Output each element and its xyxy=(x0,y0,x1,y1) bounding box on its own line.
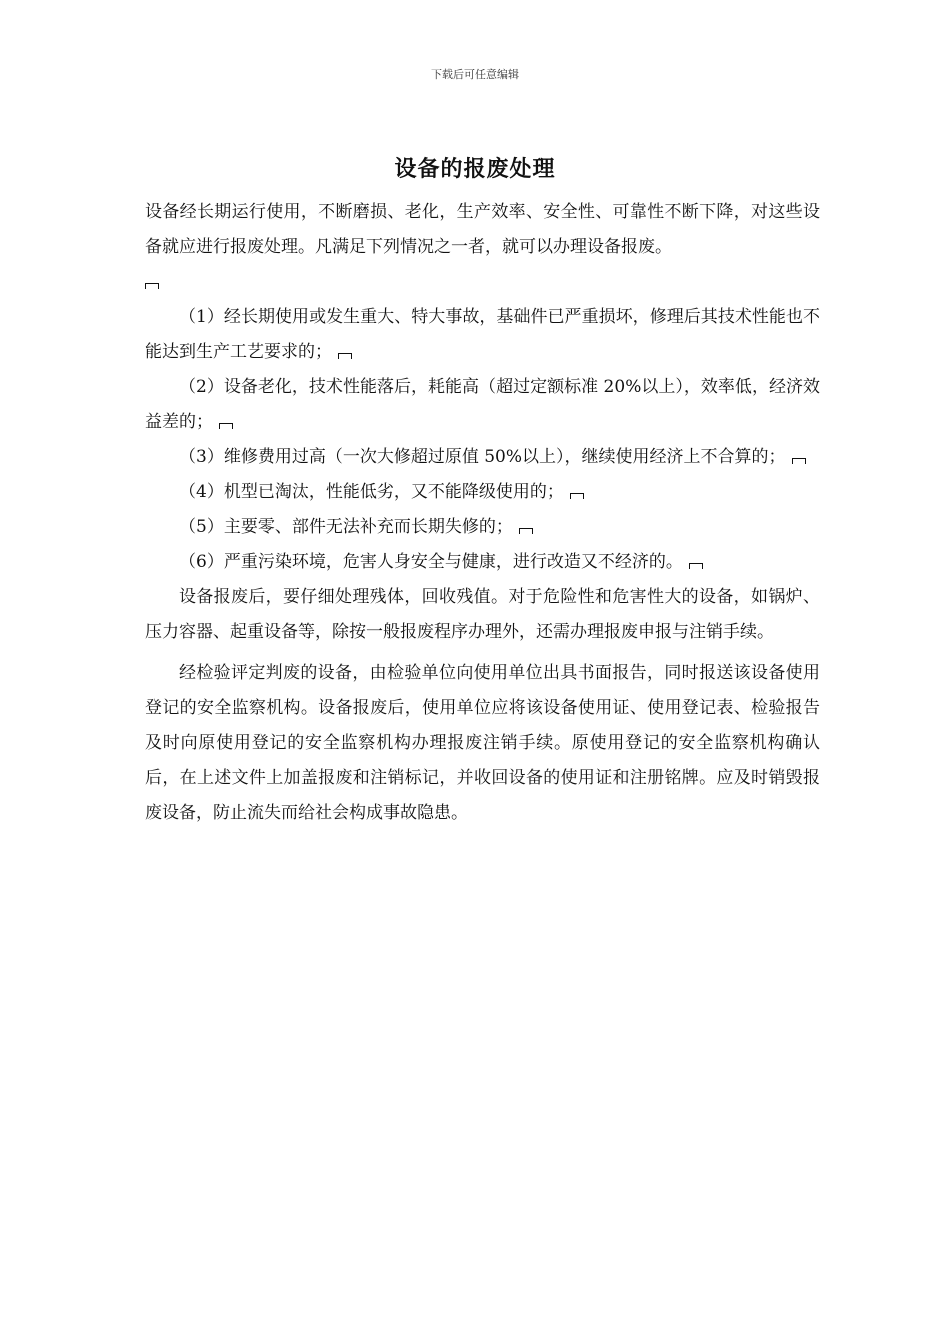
paragraph-mark-icon xyxy=(570,493,584,499)
list-item xyxy=(145,545,820,580)
paragraph-mark-icon xyxy=(145,283,159,289)
paragraph-mark-icon xyxy=(519,528,533,534)
list-item-text: （4）机型已淘汰，性能低劣，又不能降级使用的； xyxy=(179,482,564,502)
list-item xyxy=(145,370,820,440)
list-item-text: （1）经长期使用或发生重大、特大事故，基础件已严重损坏，修理后其技术性能也不能达到生产工艺要求的； xyxy=(145,307,820,362)
paragraph-after-disposal: 设备报废后，要仔细处理残体，回收残值。对于危险性和危害性大的设备，如锅炉、压力容器、起重设备等，除按一般报废程序办理外，还需办理报废申报与注销手续。 xyxy=(145,587,820,642)
list-item xyxy=(145,510,820,545)
document-body xyxy=(145,195,820,831)
paragraph-mark-icon xyxy=(792,458,806,464)
paragraph-intro: 设备经长期运行使用，不断磨损、老化，生产效率、安全性、可靠性不断下降，对这些设备就应进行报废处理。凡满足下列情况之一者，就可以办理设备报废。 xyxy=(145,202,820,257)
document-title: 设备的报废处理 xyxy=(394,156,556,182)
paragraph-mark-icon xyxy=(338,353,352,359)
paragraph-mark-icon xyxy=(219,423,233,429)
list-item-text: （5）主要零、部件无法补充而长期失修的； xyxy=(179,517,513,537)
list-item xyxy=(145,300,820,370)
paragraph-mark-line xyxy=(145,265,820,300)
list-item-text: （3）维修费用过高（一次大修超过原值 50%以上），继续使用经济上不合算的； xyxy=(179,447,786,467)
list-item-text: （6）严重污染环境，危害人身安全与健康，进行改造又不经济的。 xyxy=(179,552,683,572)
list-item xyxy=(145,475,820,510)
list-item-text: （2）设备老化，技术性能落后，耗能高（超过定额标准 20%以上），效率低，经济效益差的； xyxy=(145,377,820,432)
header-note: 下载后可任意编辑 xyxy=(431,68,519,81)
paragraph-mark-icon xyxy=(689,563,703,569)
list-item xyxy=(145,440,820,475)
paragraph-inspection: 经检验评定判废的设备，由检验单位向使用单位出具书面报告，同时报送该设备使用登记的安全监察机构。设备报废后，使用单位应将该设备使用证、使用登记表、检验报告及时向原使用登记的安全监察机构办理报废注销手续。原使用登记的安全监察机构确认后，在上述文件上加盖报废和注销标记，并收回设备的使用证和注册铭牌。应及时销毁报废设备，防止流失而给社会构成事故隐患。 xyxy=(145,663,820,823)
